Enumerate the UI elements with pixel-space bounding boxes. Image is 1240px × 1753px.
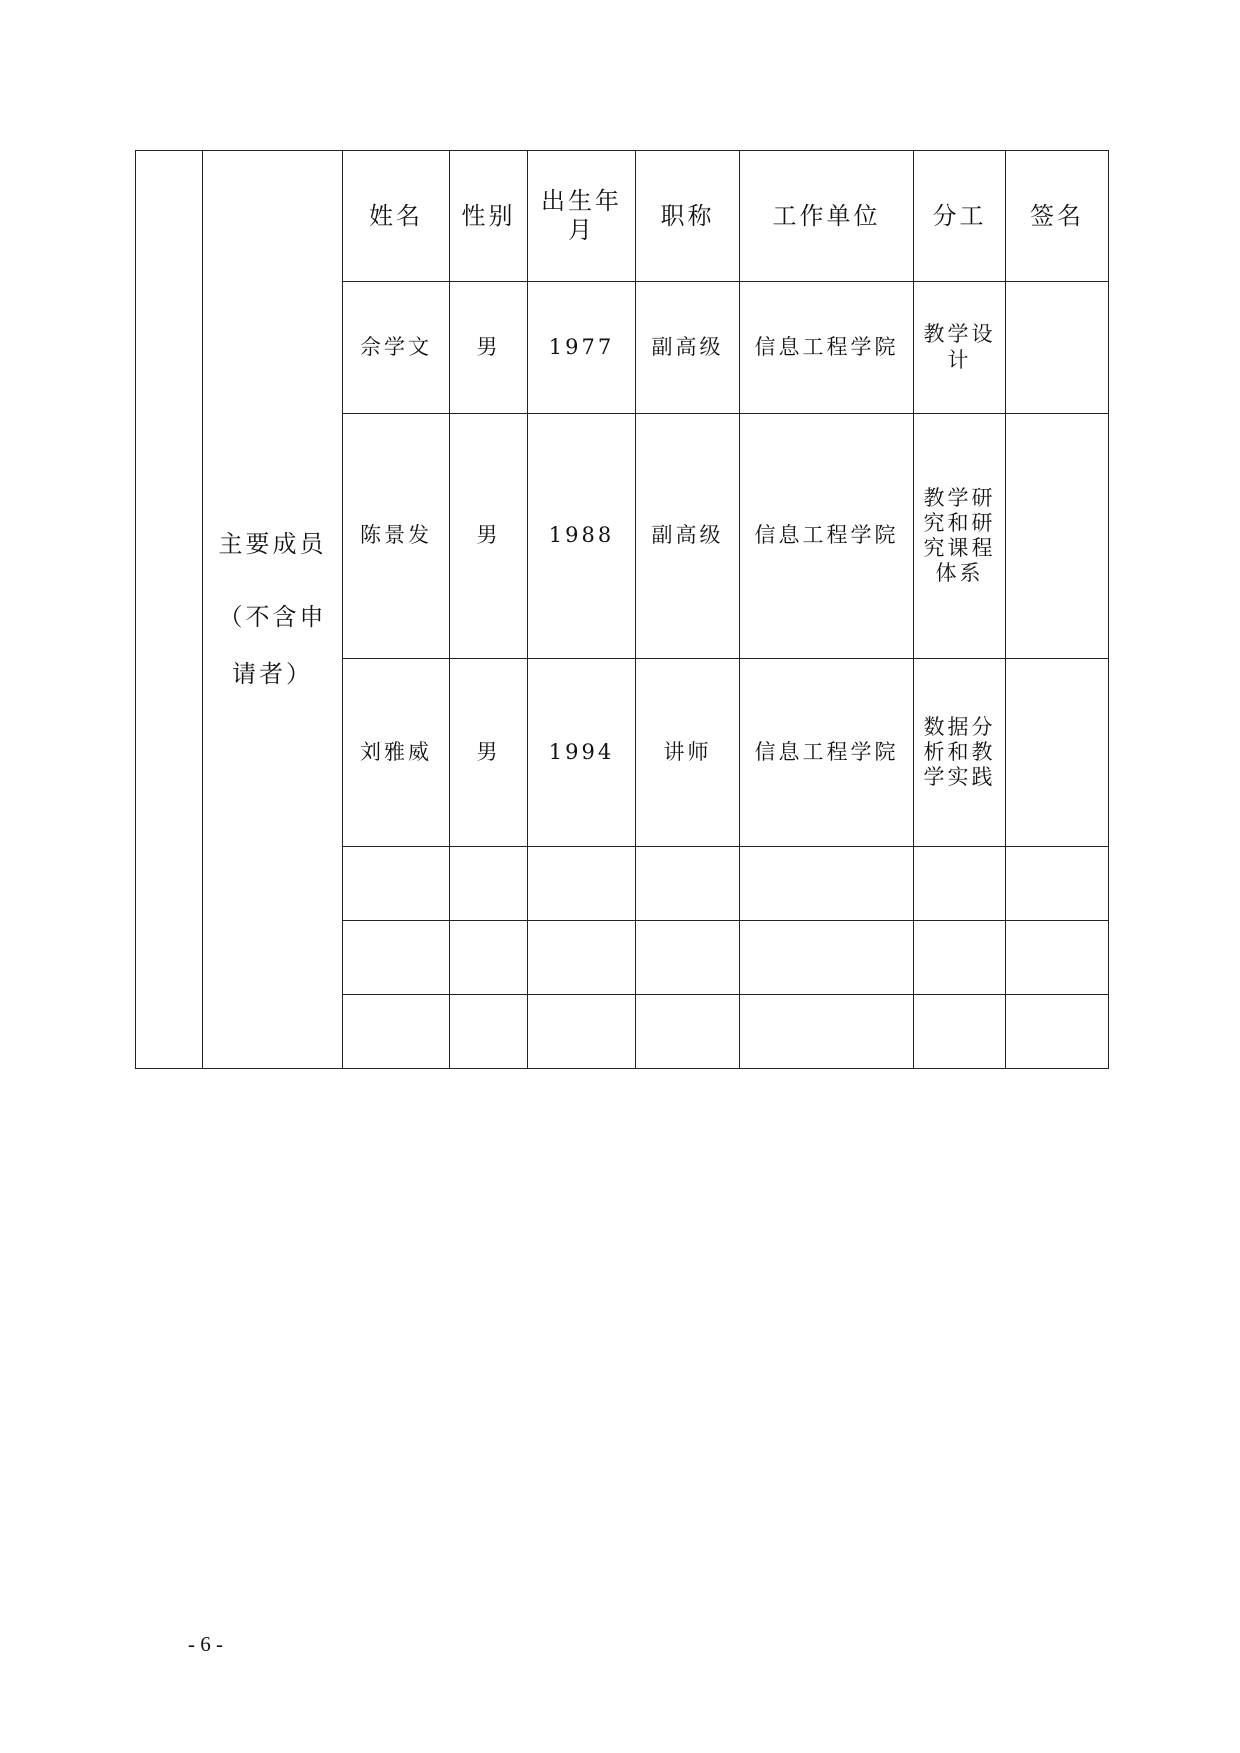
member-role [914,659,1006,847]
member-unit: 信息工程学院 [740,659,914,847]
member-role-line: 数据分 [923,714,996,739]
members-section-label [203,151,343,1069]
header-title: 职称 [636,151,740,282]
member-name: 佘学文 [343,282,450,414]
empty-cell [528,921,636,995]
empty-cell [636,921,740,995]
member-title: 副高级 [636,414,740,659]
empty-cell [636,995,740,1069]
member-signature [1006,282,1109,414]
member-role [914,282,1006,414]
header-birth [528,151,636,282]
member-title: 讲师 [636,659,740,847]
member-birth: 1988 [528,414,636,659]
member-gender: 男 [450,414,528,659]
empty-cell [636,847,740,921]
empty-cell [740,921,914,995]
empty-cell [528,847,636,921]
member-name: 陈景发 [343,414,450,659]
page-number: - 6 - [188,1632,223,1656]
empty-cell [740,995,914,1069]
member-role-line: 教学研 [923,485,996,510]
section-title: 主要成员 [218,530,327,558]
member-role-line: 析和教 [923,739,996,764]
section-note-line-2: 请者） [232,660,313,688]
empty-cell [914,847,1006,921]
header-row [136,151,1109,282]
member-birth: 1977 [528,282,636,414]
header-birth-line-2: 月 [568,216,595,244]
empty-cell [343,995,450,1069]
member-signature [1006,414,1109,659]
header-name: 姓名 [343,151,450,282]
header-birth-line-1: 出生年 [541,187,622,216]
empty-cell [450,995,528,1069]
empty-cell [1006,921,1109,995]
member-role-line: 教学设 [923,322,996,347]
empty-cell [450,847,528,921]
empty-cell [914,921,1006,995]
header-unit: 工作单位 [740,151,914,282]
empty-cell [1006,847,1109,921]
member-signature [1006,659,1109,847]
member-role-line: 学实践 [923,765,996,790]
member-role-line: 计 [947,347,972,372]
section-note-line-1: （不含申 [218,603,327,631]
empty-cell [343,921,450,995]
member-title: 副高级 [636,282,740,414]
empty-cell [450,921,528,995]
member-role-line: 究课程 [923,536,996,560]
empty-cell [1006,995,1109,1069]
header-gender: 性别 [450,151,528,282]
empty-cell [343,847,450,921]
member-birth: 1994 [528,659,636,847]
empty-cell [914,995,1006,1069]
member-role-line: 究和研 [923,510,996,535]
member-name: 刘雅威 [343,659,450,847]
empty-cell [740,847,914,921]
header-role: 分工 [914,151,1006,282]
blank-left-column [136,151,203,1069]
member-gender: 男 [450,282,528,414]
member-role [914,414,1006,659]
members-table [135,150,1109,1069]
member-gender: 男 [450,659,528,847]
member-role-line: 体系 [935,561,984,586]
member-unit: 信息工程学院 [740,282,914,414]
member-unit: 信息工程学院 [740,414,914,659]
header-signature: 签名 [1006,151,1109,282]
empty-cell [528,995,636,1069]
